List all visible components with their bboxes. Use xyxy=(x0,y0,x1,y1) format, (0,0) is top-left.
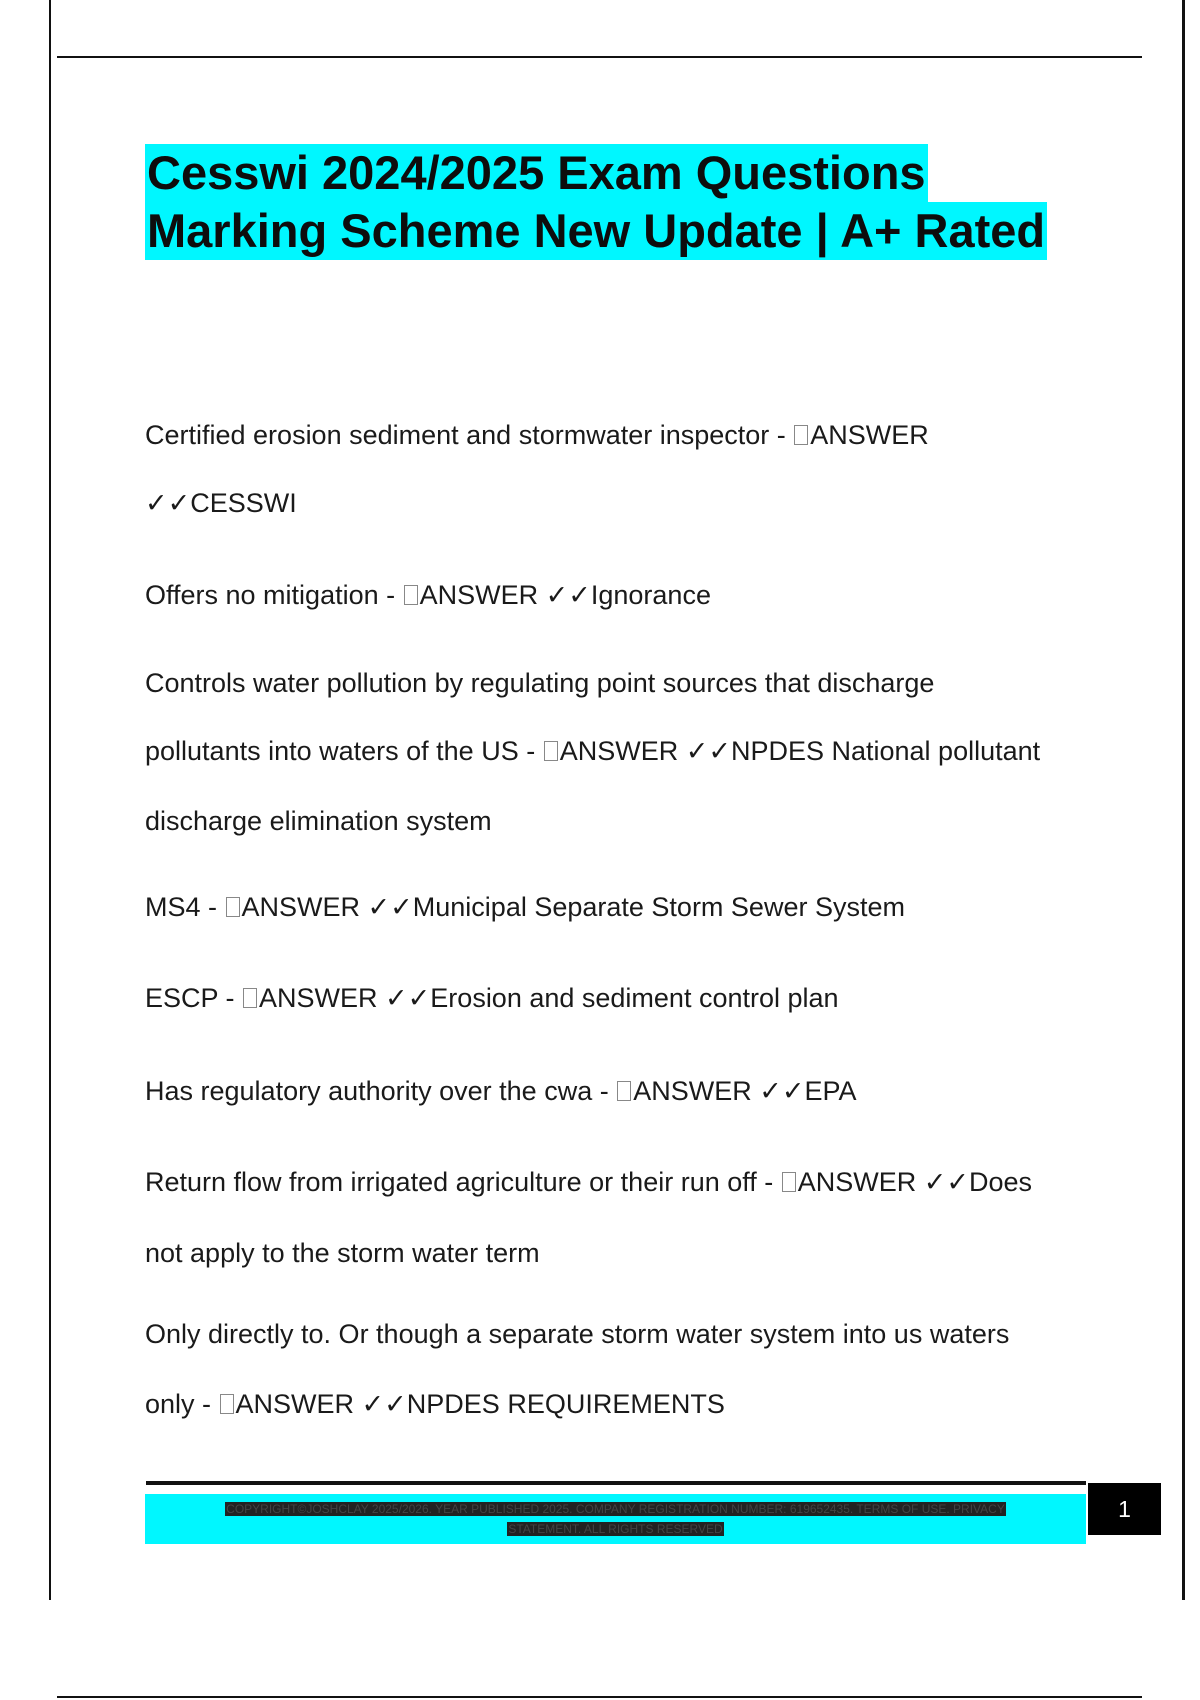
missing-glyph-icon xyxy=(544,741,558,761)
answer-word: ANSWER xyxy=(810,420,929,450)
answer-marker: ANSWER ✓✓ xyxy=(259,983,431,1013)
qa-answer: Municipal Separate Storm Sewer System xyxy=(412,892,905,922)
footer-copyright-line-1: COPYRIGHT©JOSHCLAY 2025/2026. YEAR PUBLISHED 2025. COMPANY REGISTRATION NUMBER: 619652435. TERMS OF USE. PRIVACY xyxy=(226,1502,1005,1516)
answer-marker: ANSWER ✓✓ xyxy=(241,892,413,922)
qa-text: Return flow from irrigated agriculture or their run off - xyxy=(145,1167,781,1197)
qa-item-4 xyxy=(145,872,905,942)
qa-item-5 xyxy=(145,963,839,1033)
missing-glyph-icon xyxy=(794,425,808,445)
answer-marker: ANSWER ✓✓ xyxy=(235,1389,407,1419)
qa-item-7-line-1 xyxy=(145,1147,1032,1217)
qa-item-2 xyxy=(145,560,711,630)
qa-text: pollutants into waters of the US - xyxy=(145,736,543,766)
missing-glyph-icon xyxy=(782,1172,796,1192)
footer-copyright-line-2: STATEMENT. ALL RIGHTS RESERVED xyxy=(508,1522,723,1536)
qa-answer: NPDES National pollutant xyxy=(730,736,1041,766)
missing-glyph-icon xyxy=(226,897,240,917)
right-border-line xyxy=(1182,0,1185,1600)
qa-answer: Ignorance xyxy=(590,580,711,610)
left-border-line xyxy=(49,0,51,1600)
missing-glyph-icon xyxy=(404,585,418,605)
qa-text: only - xyxy=(145,1389,219,1419)
qa-answer: Erosion and sediment control plan xyxy=(430,983,839,1013)
missing-glyph-icon xyxy=(243,988,257,1008)
qa-text: Certified erosion sediment and stormwater inspector - xyxy=(145,420,794,450)
answer-marker: ANSWER ✓✓ xyxy=(419,580,591,610)
qa-item-8-line-1: Only directly to. Or though a separate storm water system into us waters xyxy=(145,1319,1010,1349)
footer-copyright xyxy=(145,1494,1086,1544)
answer-marker: ANSWER ✓✓ xyxy=(797,1167,970,1197)
document-title xyxy=(145,144,1105,260)
qa-answer: Does xyxy=(969,1167,1033,1197)
qa-item-1-answer: ✓✓CESSWI xyxy=(145,488,297,518)
bottom-rule xyxy=(57,1696,1142,1698)
qa-item-7-line-2: not apply to the storm water term xyxy=(145,1238,540,1268)
footer-rule xyxy=(146,1481,1086,1485)
missing-glyph-icon xyxy=(617,1081,631,1101)
qa-text: ESCP - xyxy=(145,983,243,1013)
qa-item-3-line-1: Controls water pollution by regulating point sources that discharge xyxy=(145,668,935,698)
qa-answer: NPDES REQUIREMENTS xyxy=(406,1389,725,1419)
qa-item-1-question xyxy=(145,400,929,470)
qa-item-3-line-2 xyxy=(145,716,1040,786)
qa-item-8-line-2 xyxy=(145,1369,725,1439)
qa-text: MS4 - xyxy=(145,892,225,922)
title-line-1: Cesswi 2024/2025 Exam Questions xyxy=(145,144,928,202)
title-line-2: Marking Scheme New Update | A+ Rated xyxy=(145,202,1047,260)
qa-text: Offers no mitigation - xyxy=(145,580,403,610)
missing-glyph-icon xyxy=(220,1394,234,1414)
answer-marker: ANSWER ✓✓ xyxy=(559,736,731,766)
page-number: 1 xyxy=(1088,1483,1161,1535)
top-rule xyxy=(57,56,1142,58)
qa-answer: EPA xyxy=(804,1076,857,1106)
qa-text: Has regulatory authority over the cwa - xyxy=(145,1076,617,1106)
qa-item-6 xyxy=(145,1056,857,1126)
qa-item-3-line-3: discharge elimination system xyxy=(145,806,492,836)
answer-marker: ANSWER ✓✓ xyxy=(633,1076,805,1106)
